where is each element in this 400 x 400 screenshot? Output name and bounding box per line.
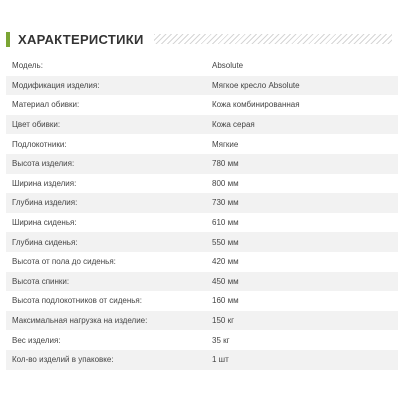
spec-label: Максимальная нагрузка на изделие: [12, 316, 148, 326]
spec-row-weight [6, 330, 398, 350]
spec-label: Модификация изделия: [12, 80, 100, 90]
spec-row-armrest-height [6, 291, 398, 311]
spec-value: 730 мм [212, 198, 239, 208]
spec-row-height [6, 154, 398, 174]
spec-row-seat-height [6, 252, 398, 272]
decorative-hatch-divider [154, 34, 392, 44]
spec-label: Кол-во изделий в упаковке: [12, 355, 114, 365]
spec-row-depth [6, 193, 398, 213]
spec-label: Модель: [12, 61, 43, 71]
spec-value: 610 мм [212, 218, 239, 228]
spec-label: Цвет обивки: [12, 120, 61, 130]
spec-row-model [6, 56, 398, 76]
spec-label: Высота спинки: [12, 276, 70, 286]
spec-label: Вес изделия: [12, 335, 61, 345]
spec-value: 420 мм [212, 257, 239, 267]
spec-row-width [6, 174, 398, 194]
spec-value: 800 мм [212, 178, 239, 188]
spec-row-seat-depth [6, 232, 398, 252]
spec-label: Высота изделия: [12, 159, 75, 169]
spec-row-modification [6, 76, 398, 96]
spec-label: Материал обивки: [12, 100, 80, 110]
spec-value: 550 мм [212, 237, 239, 247]
spec-row-backrest-height [6, 272, 398, 292]
spec-value: 150 кг [212, 316, 234, 326]
spec-value: 1 шт [212, 355, 229, 365]
spec-label: Ширина изделия: [12, 178, 77, 188]
spec-value: 35 кг [212, 335, 230, 345]
spec-label: Высота от пола до сиденья: [12, 257, 116, 267]
spec-value: 780 мм [212, 159, 239, 169]
spec-value: Кожа серая [212, 120, 255, 130]
spec-row-armrests [6, 134, 398, 154]
spec-value: 160 мм [212, 296, 239, 306]
spec-row-package-quantity [6, 350, 398, 370]
spec-row-upholstery-material [6, 95, 398, 115]
spec-value: Мягкие [212, 139, 239, 149]
spec-value: 450 мм [212, 276, 239, 286]
spec-label: Глубина сиденья: [12, 237, 78, 247]
spec-value: Absolute [212, 61, 244, 71]
spec-row-max-load [6, 311, 398, 331]
spec-row-seat-width [6, 213, 398, 233]
spec-label: Высота подлокотников от сиденья: [12, 296, 142, 306]
spec-value: Мягкое кресло Absolute [212, 80, 300, 90]
accent-bar [6, 32, 10, 47]
spec-row-upholstery-color [6, 115, 398, 135]
spec-value: Кожа комбинированная [212, 100, 300, 110]
specifications-table [6, 56, 398, 370]
spec-label: Ширина сиденья: [12, 218, 77, 228]
section-title: ХАРАКТЕРИСТИКИ [18, 31, 144, 47]
spec-label: Глубина изделия: [12, 198, 78, 208]
spec-label: Подлокотники: [12, 139, 67, 149]
section-header [6, 30, 396, 48]
